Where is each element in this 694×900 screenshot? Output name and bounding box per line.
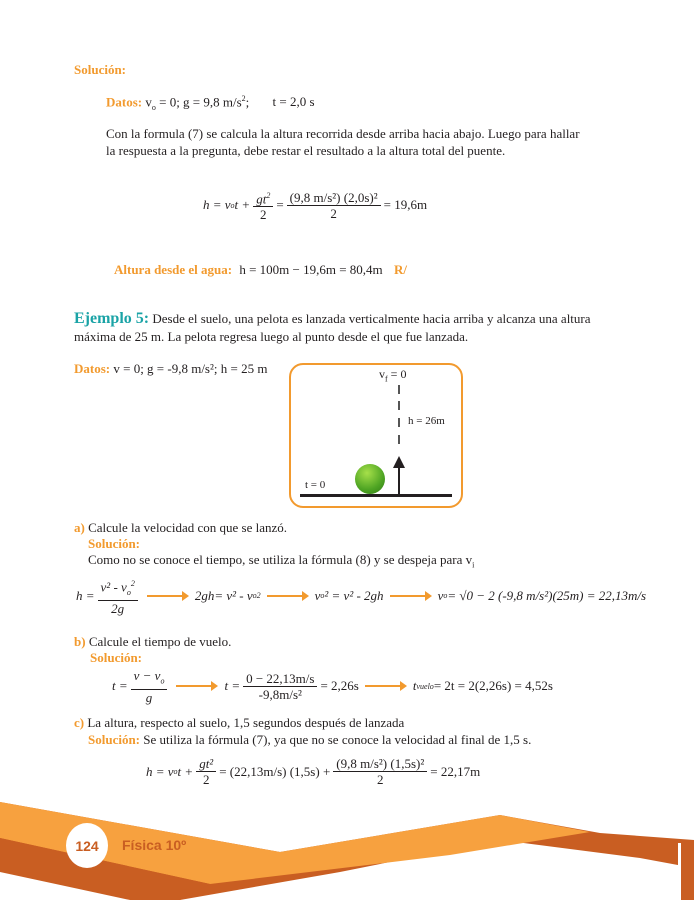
example-title: Ejemplo 5: — [74, 310, 150, 327]
arrow-icon — [267, 591, 309, 601]
arrow-icon — [390, 591, 432, 601]
example-datos: Datos: v = 0; g = -9,8 m/s²; h = 25 m — [74, 361, 268, 376]
solution-heading: Solución: — [74, 62, 127, 77]
example-5-statement: Ejemplo 5: Desde el suelo, una pelota es lanzada verticalmente hacia arriba y alcanza una altura máxima de 25 m. La pelota regresa luego al punto desde el que fue lanzada. — [74, 310, 591, 344]
height-label: h = 26m — [408, 415, 445, 427]
answer-line: Altura desde el agua: h = 100m − 19,6m = 80,4m R/ — [114, 262, 407, 277]
arrow-icon — [365, 681, 407, 691]
explanation-paragraph: Con la formula (7) se calcula la altura recorrida desde arriba hacia abajo. Luego para hallar la respuesta a la pregunta, debe restar el resultado a la altura total del puente. — [106, 126, 580, 158]
flight-time-derivation: t = $\frac{v - v_o}{g}$ t = $\frac{0 - 22,13m/s}{\text{-9,8m/s²}}$ = 2,26s t vuelo = 2t = 2(2,26s) = 4,52s — [112, 668, 553, 705]
part-b: b) Calcule el tiempo de vuelo. Solución: — [74, 634, 232, 665]
ground-line — [300, 494, 452, 497]
fraction: $\frac{\text{(9,8 m/s²) (2,0s)²}}{2}$ — [287, 190, 381, 221]
part-c: c) La altura, respecto al suelo, 1,5 segundos después de lanzada Solución: Se utiliza la fórmula (7), ya que no se conoce la velocidad al final de 1,5 s. — [74, 715, 532, 747]
velocity-derivation: h = $\frac{v^2 - v_o^2}{2g}$ 2gh= v² - v o 2 v o ² = v² - 2gh v o = √0 − 2 (-9,8 m/s²)(25m) = 22,13m/s — [76, 576, 646, 616]
fraction: $\frac{gt^2}{2}$ — [253, 188, 273, 222]
page-number: 124 — [75, 838, 99, 854]
part-a: a) Calcule la velocidad con que se lanzó. Solución: Como no se conoce el tiempo, se utiliza la fórmula (8) y se despeja para $v_i$ — [74, 520, 475, 570]
start-time-label: t = 0 — [305, 479, 326, 491]
ball — [355, 464, 385, 494]
dashed-path — [398, 385, 400, 394]
arrow-icon — [147, 591, 189, 601]
height-at-time-formula: h = v o t + $\frac{\text{gt²}}{2}$ = (22,13m/s) (1,5s) + $\frac{\text{(9,8 m/s²) (1,5s)²}}{2}$ = 22,17m — [146, 756, 481, 787]
height-formula: h = v o t + $\frac{gt^2}{2}$ = $\frac{\text{(9,8 m/s²) (2,0s)²}}{2}$ = 19,6m — [203, 189, 428, 223]
datos-line: Datos: $v_o = 0$; g = 9,8 $m/s^2$; t = 2,0 s — [106, 94, 315, 112]
final-velocity-label: $v_f = 0$ — [379, 367, 407, 384]
projectile-diagram — [289, 363, 463, 508]
datos-label: Datos: — [106, 94, 143, 110]
arrow-icon — [176, 681, 218, 691]
book-title: Física 10º — [122, 837, 187, 853]
